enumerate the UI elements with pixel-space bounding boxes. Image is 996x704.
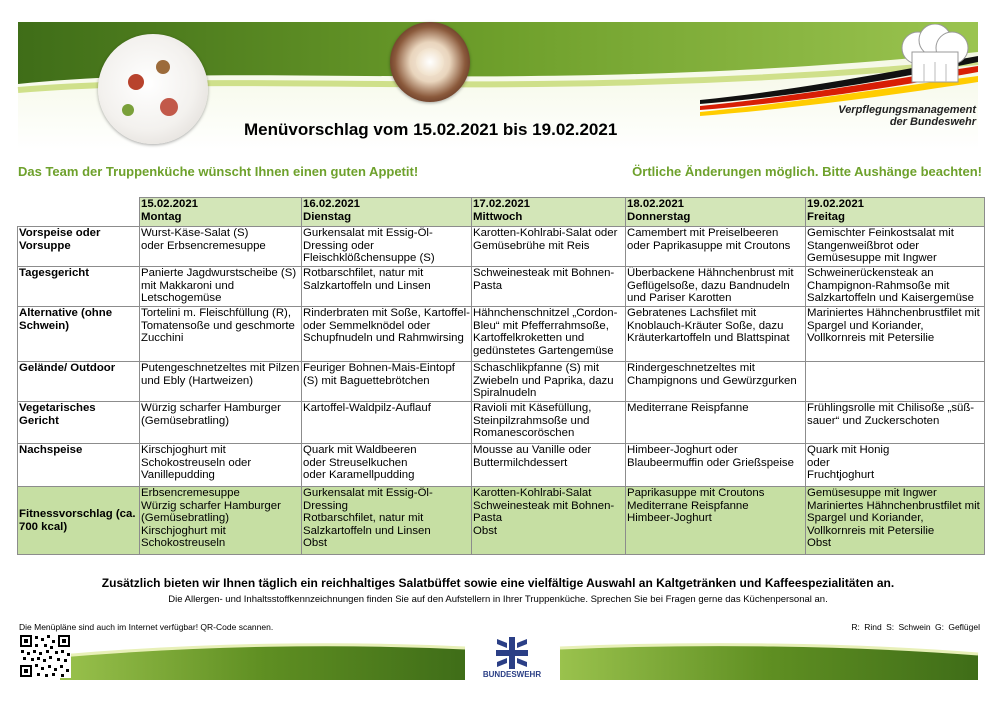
menu-cell: Rindergeschnetzeltes mit Champignons und Gewürzgurken [626,362,806,402]
bundeswehr-brand: BUNDESWEHR [482,670,542,679]
row-label: Fitnessvorschlag (ca. 700 kcal) [18,487,140,555]
menu-cell: Rotbarschfilet, natur mit Salzkartoffeln und Linsen [302,267,472,307]
day-header: 17.02.2021 Mittwoch [472,198,626,227]
qr-code[interactable] [19,634,71,678]
row-label: Vegetarisches Gericht [18,402,140,444]
menu-cell: Würzig scharfer Hamburger (Gemüsebratling) [140,402,302,444]
menu-cell: Gurkensalat mit Essig-Öl-Dressing Rotbarschfilet, natur mit Salzkartoffeln und Linsen Obst [302,487,472,555]
table-row [18,267,985,307]
row-label: Nachspeise [18,444,140,487]
row-label: Vorspeise oder Vorsuppe [18,227,140,267]
food-plate-image [98,34,208,144]
menu-cell: Mediterrane Reispfanne [626,402,806,444]
row-label: Tagesgericht [18,267,140,307]
menu-cell: Gemischter Feinkostsalat mit Stangenweißbrot oder Gemüsesuppe mit Ingwer [806,227,985,267]
day-header-row [18,198,985,227]
menu-cell: Erbsencremesuppe Würzig scharfer Hamburger (Gemüsebratling) Kirschjoghurt mit Schokostreuseln [140,487,302,555]
menu-cell: Mousse au Vanille oder Buttermilchdessert [472,444,626,487]
fitness-row [18,487,985,555]
menu-cell: Putengeschnetzeltes mit Pilzen und Ebly (Hartweizen) [140,362,302,402]
menu-cell: Tortelini m. Fleischfüllung (R), Tomatensoße und geschmorte Zucchini [140,307,302,362]
table-corner [18,198,140,227]
day-header: 18.02.2021 Donnerstag [626,198,806,227]
menu-cell: Gebratenes Lachsfilet mit Knoblauch-Kräuter Soße, dazu Kräuterkartoffeln und Blattspinat [626,307,806,362]
salad-buffet-note: Zusätzlich bieten wir Ihnen täglich ein reichhaltiges Salatbüffet sowie eine vielfältige Auswahl an Kaltgetränken und Kaffeespezialitäten an. [101,576,895,590]
table-row [18,362,985,402]
menu-cell: Wurst-Käse-Salat (S) oder Erbsencremesuppe [140,227,302,267]
menu-cell: Quark mit Honig oder Fruchtjoghurt [806,444,985,487]
menu-cell: Kirschjoghurt mit Schokostreuseln oder Vanillepudding [140,444,302,487]
menu-cell: Karotten-Kohlrabi-Salat Schweinesteak mit Bohnen-Pasta Obst [472,487,626,555]
meat-legend: R: Rind S: Schwein G: Geflügel [851,622,980,632]
logo-text: Verpflegungsmanagement der Bundeswehr [838,104,976,128]
menu-cell: Himbeer-Joghurt oder Blaubeermuffin oder Grießspeise [626,444,806,487]
table-row [18,227,985,267]
menu-cell: Schweinesteak mit Bohnen-Pasta [472,267,626,307]
dessert-bowl-image [390,22,470,102]
allergen-note: Die Allergen- und Inhaltsstoffkennzeichnungen finden Sie auf den Aufstellern in Ihrer Truppenküche. Sprechen Sie bei Fragen gerne das Küchenpersonal an. [168,594,828,605]
menu-cell: Paprikasuppe mit Croutons Mediterrane Reispfanne Himbeer-Joghurt [626,487,806,555]
page-title: Menüvorschlag vom 15.02.2021 bis 19.02.2021 [244,120,618,139]
menu-cell: Überbackene Hähnchenbrust mit Geflügelsoße, dazu Bandnudeln und Pariser Karotten [626,267,806,307]
table-row [18,402,985,444]
greeting-text: Das Team der Truppenküche wünscht Ihnen einen guten Appetit! [18,164,419,179]
menu-cell: Gurkensalat mit Essig-Öl-Dressing oder Fleischklößchensuppe (S) [302,227,472,267]
menu-cell: Ravioli mit Käsefüllung, Steinpilzrahmsoße und Romanescoröschen [472,402,626,444]
menu-cell: Mariniertes Hähnchenbrustfilet mit Spargel und Koriander, Vollkornreis mit Petersilie [806,307,985,362]
bundeswehr-logo-icon [487,633,537,673]
menu-cell: Panierte Jagdwurstscheibe (S) mit Makkaroni und Letschogemüse [140,267,302,307]
chef-hat-icon [898,24,972,90]
table-row [18,307,985,362]
menu-cell: Camembert mit Preiselbeeren oder Paprikasuppe mit Croutons [626,227,806,267]
menu-cell: Kartoffel-Waldpilz-Auflauf [302,402,472,444]
day-header: 19.02.2021 Freitag [806,198,985,227]
menu-cell: Rinderbraten mit Soße, Kartoffel- oder Semmelknödel oder Schupfnudeln und Rahmwirsing [302,307,472,362]
row-label: Alternative (ohne Schwein) [18,307,140,362]
menu-cell: Gemüsesuppe mit Ingwer Mariniertes Hähnchenbrustfilet mit Spargel und Koriander, Vollkornreis mit Petersilie Obst [806,487,985,555]
menu-table [17,197,985,555]
day-header: 16.02.2021 Dienstag [302,198,472,227]
table-row [18,444,985,487]
menu-cell: Quark mit Waldbeeren oder Streuselkuchen oder Karamellpudding [302,444,472,487]
menu-cell: Schaschlikpfanne (S) mit Zwiebeln und Paprika, dazu Spiralnudeln [472,362,626,402]
menu-cell: Hähnchenschnitzel „Cordon-Bleu“ mit Pfefferrahmsoße, Kartoffelkroketten und gedünstetes Gartengemüse [472,307,626,362]
day-header: 15.02.2021 Montag [140,198,302,227]
qr-note: Die Menüpläne sind auch im Internet verfügbar! QR-Code scannen. [19,622,274,632]
menu-cell: Feuriger Bohnen-Mais-Eintopf (S) mit Baguettebrötchen [302,362,472,402]
menu-cell: Karotten-Kohlrabi-Salat oder Gemüsebrühe mit Reis [472,227,626,267]
menu-cell [806,362,985,402]
notice-text: Örtliche Änderungen möglich. Bitte Aushänge beachten! [632,164,982,179]
menu-cell: Frühlingsrolle mit Chilisoße „süß-sauer“ und Zuckerschoten [806,402,985,444]
row-label: Gelände/ Outdoor [18,362,140,402]
menu-cell: Schweinerückensteak an Champignon-Rahmsoße mit Salzkartoffeln und Kaisergemüse [806,267,985,307]
